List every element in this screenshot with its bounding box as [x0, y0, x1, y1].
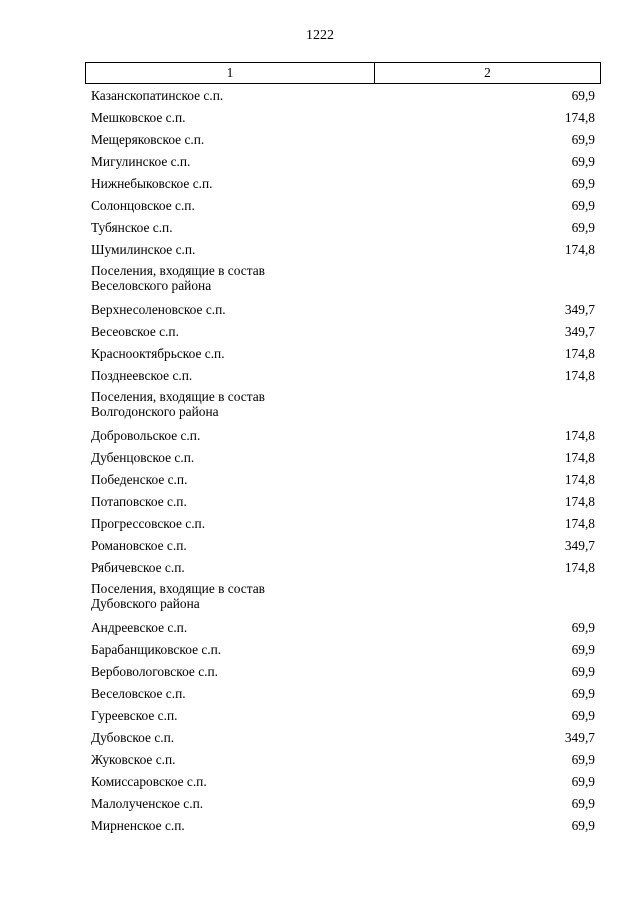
amount-value: 174,8: [564, 449, 595, 465]
amount-value: 349,7: [564, 537, 595, 553]
table-row: [85, 364, 601, 386]
settlement-name: Мигулинское с.п.: [91, 153, 191, 169]
table-row: [85, 792, 601, 814]
amount-value: 69,9: [571, 663, 595, 679]
settlement-name: Комиссаровское с.п.: [91, 773, 207, 789]
settlement-name: Романовское с.п.: [91, 537, 187, 553]
amount-value: 69,9: [571, 641, 595, 657]
group-heading-row: [85, 260, 601, 298]
settlement-name: Мирненское с.п.: [91, 817, 185, 833]
column-header-1: 1: [86, 63, 375, 83]
amount-value: 174,8: [564, 345, 595, 361]
amount-value: 69,9: [571, 175, 595, 191]
settlement-name: Андреевское с.п.: [91, 619, 188, 635]
table-row: [85, 342, 601, 364]
group-heading-row: [85, 386, 601, 424]
table-row: [85, 128, 601, 150]
data-table: [85, 62, 601, 836]
amount-value: 174,8: [564, 471, 595, 487]
settlement-name: Верхнесоленовское с.п.: [91, 301, 226, 317]
table-row: [85, 490, 601, 512]
settlement-name: Дубенцовское с.п.: [91, 449, 195, 465]
settlement-name: Малолученское с.п.: [91, 795, 204, 811]
table-row: [85, 468, 601, 490]
table-row: [85, 84, 601, 106]
table-row: [85, 446, 601, 468]
settlement-name: Веселовское с.п.: [91, 685, 186, 701]
settlement-name: Весеовское с.п.: [91, 323, 179, 339]
amount-value: 69,9: [571, 619, 595, 635]
settlement-name: Рябичевское с.п.: [91, 559, 185, 575]
settlement-name: Добровольское с.п.: [91, 427, 201, 443]
group-heading: Поселения, входящие в состав Дубовского района: [91, 581, 265, 611]
amount-value: 349,7: [564, 301, 595, 317]
table-row: [85, 106, 601, 128]
group-heading: Поселения, входящие в состав Веселовского района: [91, 263, 265, 293]
table-row: [85, 194, 601, 216]
settlement-name: Потаповское с.п.: [91, 493, 187, 509]
amount-value: 174,8: [564, 493, 595, 509]
page-number: 1222: [306, 28, 334, 43]
settlement-name: Казанскопатинское с.п.: [91, 87, 224, 103]
amount-value: 69,9: [571, 153, 595, 169]
amount-value: 69,9: [571, 795, 595, 811]
table-body: [85, 84, 601, 836]
table-row: [85, 512, 601, 534]
settlement-name: Позднеевское с.п.: [91, 367, 193, 383]
table-row: [85, 704, 601, 726]
amount-value: 69,9: [571, 87, 595, 103]
settlement-name: Вербовологовское с.п.: [91, 663, 219, 679]
table-row: [85, 660, 601, 682]
amount-value: 174,8: [564, 559, 595, 575]
table-row: [85, 172, 601, 194]
amount-value: 174,8: [564, 427, 595, 443]
settlement-name: Прогрессовское с.п.: [91, 515, 206, 531]
table-row: [85, 216, 601, 238]
amount-value: 174,8: [564, 241, 595, 257]
settlement-name: Шумилинское с.п.: [91, 241, 196, 257]
settlement-name: Нижнебыковское с.п.: [91, 175, 213, 191]
settlement-name: Мещеряковское с.п.: [91, 131, 205, 147]
settlement-name: Барабанщиковское с.п.: [91, 641, 222, 657]
table-row: [85, 534, 601, 556]
table-row: [85, 320, 601, 342]
table-row: [85, 150, 601, 172]
table-row: [85, 748, 601, 770]
table-row: [85, 556, 601, 578]
amount-value: 69,9: [571, 219, 595, 235]
table-row: [85, 298, 601, 320]
settlement-name: Жуковское с.п.: [91, 751, 176, 767]
amount-value: 349,7: [564, 729, 595, 745]
table-row: [85, 770, 601, 792]
group-heading: Поселения, входящие в состав Волгодонского района: [91, 389, 265, 419]
table-row: [85, 638, 601, 660]
table-row: [85, 238, 601, 260]
amount-value: 174,8: [564, 109, 595, 125]
table-row: [85, 616, 601, 638]
amount-value: 174,8: [564, 515, 595, 531]
amount-value: 349,7: [564, 323, 595, 339]
table-row: [85, 682, 601, 704]
settlement-name: Мешковское с.п.: [91, 109, 186, 125]
table-row: [85, 814, 601, 836]
amount-value: 69,9: [571, 751, 595, 767]
settlement-name: Победенское с.п.: [91, 471, 188, 487]
amount-value: 69,9: [571, 817, 595, 833]
table-row: [85, 424, 601, 446]
table-header: [85, 62, 601, 84]
settlement-name: Гуреевское с.п.: [91, 707, 178, 723]
settlement-name: Тубянское с.п.: [91, 219, 173, 235]
amount-value: 174,8: [564, 367, 595, 383]
amount-value: 69,9: [571, 685, 595, 701]
amount-value: 69,9: [571, 197, 595, 213]
settlement-name: Дубовское с.п.: [91, 729, 175, 745]
column-header-2: 2: [484, 65, 491, 80]
amount-value: 69,9: [571, 131, 595, 147]
table-row: [85, 726, 601, 748]
amount-value: 69,9: [571, 773, 595, 789]
group-heading-row: [85, 578, 601, 616]
settlement-name: Солонцовское с.п.: [91, 197, 195, 213]
settlement-name: Краснооктябрьское с.п.: [91, 345, 225, 361]
amount-value: 69,9: [571, 707, 595, 723]
